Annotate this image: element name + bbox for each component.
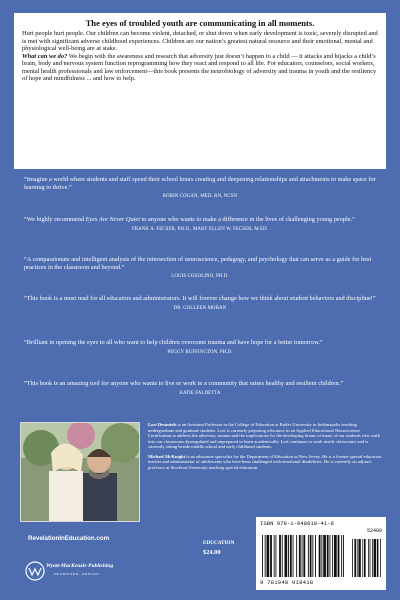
- barcode-image: [260, 535, 382, 577]
- endorsement: [24, 176, 376, 199]
- endorsement-text: “This book is an amazing tool for anyone who wants to live or work in a community that raises healthy and resilient children.”: [24, 380, 344, 387]
- publisher-emblem-icon: [24, 560, 46, 582]
- endorsement-text-part: “We highly recommend: [24, 216, 86, 223]
- author-photo: [20, 422, 140, 522]
- endorsement: [24, 380, 376, 396]
- description-paragraph-1: Hurt people hurt people. Our children can become violent, detached, or shut down when early development is toxic, severely disrupted and is met with significant adverse childhood experiences. Children are our nation’s greatest natural resource and their emotional, mental and physiological well-being are at stake.: [22, 30, 378, 53]
- endorsement-author: DR. COLLEEN MORAN: [173, 305, 227, 311]
- description-lead: What can we do?: [22, 52, 68, 60]
- publisher-logo: [24, 560, 114, 584]
- endorsement-text: “This book is a must read for all educators and administrators. It will forever change how we think about student behaviors and discipline!”: [24, 295, 376, 302]
- description-box: [14, 13, 386, 169]
- endorsement-text: [24, 216, 376, 224]
- barcode-number: 9 781948 018418: [260, 579, 314, 586]
- website-link[interactable]: RevelationInEducation.com: [28, 535, 110, 542]
- authors-section: [20, 422, 382, 528]
- publisher-name: Wyatt-MacKenzie Publishing: [46, 563, 114, 569]
- endorsement-author: FRANK A. FECSER, PH.D., MARY ELLEN W. FECSER, M.ED.: [131, 226, 269, 232]
- endorsement-text: “Imagine a world where students and staff spend their school hours creating and deepening relationships and attachments to make space for learning to thrive.”: [24, 176, 376, 191]
- endorsement-author: PEGGY BUFFINGTON, PH.D.: [167, 349, 233, 355]
- description-paragraph-2-text: We begin with the awareness and research that adversity just doesn’t happen to a child — it attacks and hijacks a child’s brain, body and nervous system function reprogramming how they react and respond to all life. For educators, counselors, social workers, mental health professionals and law enforcement—this book presents the neurobiology of adversity and trauma in youth and the resiliency of hope and mindfulness ... and how to help.: [22, 52, 377, 83]
- author-name: Michael McKnight: [148, 453, 186, 459]
- description-paragraph-2: [22, 53, 378, 83]
- barcode-box: [256, 517, 386, 590]
- endorsement: [24, 295, 376, 311]
- bio-lori: [148, 422, 382, 450]
- endorsement-author: KATIE FALDETTA: [179, 390, 221, 396]
- endorsement-text: “A compassionate and intelligent analysis of the intersection of neuroscience, pedagogy, and psychology that can serve as a guide for best practices in the classroom and beyond.”: [24, 256, 372, 271]
- endorsement: [24, 339, 376, 355]
- headline: The eyes of troubled youth are communicating in all moments.: [85, 18, 315, 28]
- endorsement-text: “Brilliant in opening the eyes to all who want to help children overcome trauma and have hope for a better tomorrow.”: [24, 339, 323, 346]
- price-code: 52400: [366, 528, 382, 534]
- bio-text: is an Assistant Professor in the College of Education at Butler University in Indianapolis teaching undergraduate and graduate students. Lori is currently preparing educators in an Applied Educational Neuroscience Certification to address the adversity, trauma and the implications for the developing brains of many of our students who walk into our classrooms dysregulated and unprepared to learn academically. Lori continues to work inside classrooms and is currently sitting beside middle school and early childhood students.: [148, 422, 380, 449]
- endorsement: [24, 216, 376, 232]
- book-title: Eyes Are Never Quiet: [85, 216, 140, 223]
- bio-text: is an education specialist for the Department of Education in New Jersey. He is a former special education teacher and administrator of adolescents who have been challenged with emotional disabilities. He is currently an adjunct professor at Stockton University teaching special education.: [148, 453, 382, 470]
- author-name: Lori Desautels: [148, 422, 177, 427]
- publisher-place: DEADWOOD, OREGON: [54, 572, 100, 576]
- endorsement-author: LOUIS COZOLINO, PH.D.: [171, 274, 229, 280]
- isbn-label: ISBN 978-1-948018-41-8: [260, 520, 334, 527]
- author-bios: [148, 422, 382, 474]
- endorsement: [24, 256, 376, 279]
- endorsement-author: ROBIN COGAN, MED, RN, NCSN: [162, 194, 238, 200]
- category-label: EDUCATION: [203, 540, 235, 546]
- endorsement-text-part: to anyone who wants to make a difference in the lives of challenging young people.”: [139, 216, 355, 223]
- price-label: $24.00: [203, 549, 221, 556]
- bio-michael: [148, 454, 382, 471]
